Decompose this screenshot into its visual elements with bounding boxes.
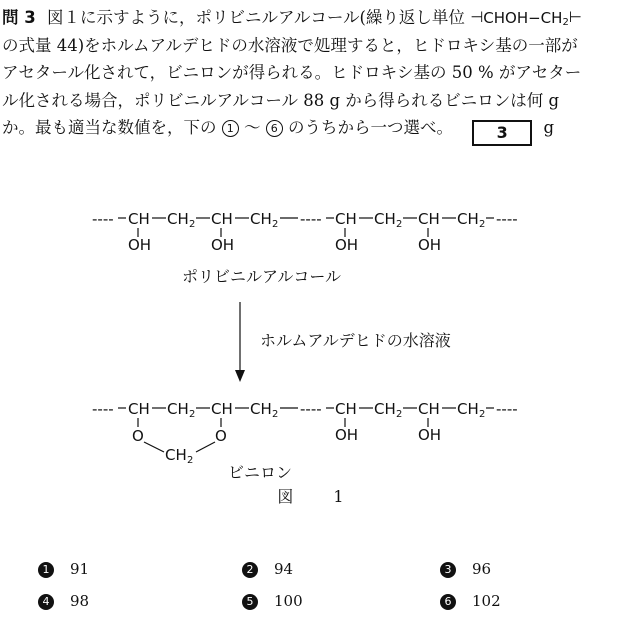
range-start-number: 1 — [222, 120, 239, 137]
pva-ch-3: CH — [335, 210, 357, 228]
svg-text:2: 2 — [479, 219, 486, 230]
pva-chain — [92, 210, 518, 254]
svg-text:CH: CH — [374, 400, 396, 418]
pva-ch-2: CH — [211, 210, 233, 228]
reagent-label: ホルムアルデヒドの水溶液 — [260, 331, 451, 350]
svg-text:----: ---- — [496, 210, 518, 228]
svg-text:CH: CH — [250, 400, 272, 418]
svg-text:----: ---- — [300, 400, 322, 418]
svg-text:----: ---- — [92, 400, 114, 418]
acetal-o-1: O — [132, 427, 144, 445]
acetal-ch2: CH — [165, 446, 187, 464]
svg-text:OH: OH — [418, 236, 442, 254]
svg-text:OH: OH — [211, 236, 235, 254]
vinylon-chain — [92, 400, 518, 466]
svg-text:CH: CH — [457, 210, 479, 228]
figure-caption: 図 1 — [277, 487, 356, 506]
svg-text:CH: CH — [167, 400, 189, 418]
arrow-head-icon — [235, 370, 245, 382]
svg-text:2: 2 — [396, 219, 403, 230]
choice-4[interactable]: 4 98 — [38, 592, 89, 610]
svg-text:CH: CH — [167, 210, 189, 228]
question-line-5 — [2, 114, 630, 142]
svg-text:OH: OH — [335, 236, 359, 254]
acetal-o-2: O — [215, 427, 227, 445]
question-number: 問 3 — [2, 8, 36, 27]
pva-ch-1: CH — [128, 210, 150, 228]
question-line-3: アセタール化されて，ビニロンが得られる。ヒドロキシ基の 50 % がアセター — [2, 63, 582, 82]
svg-text:2: 2 — [187, 455, 194, 466]
question-text-5b: のうちから一つ選べ。 — [288, 118, 453, 137]
svg-text:CH: CH — [250, 210, 272, 228]
pva-label: ポリビニルアルコール — [182, 267, 342, 286]
range-end-number: 6 — [266, 120, 283, 137]
svg-text:2: 2 — [272, 409, 279, 420]
choice-5[interactable]: 5 100 — [242, 592, 303, 610]
svg-text:OH: OH — [418, 426, 442, 444]
svg-text:2: 2 — [479, 409, 486, 420]
vinylon-ch-1: CH — [128, 400, 150, 418]
choice-6[interactable]: 6 102 — [440, 592, 501, 610]
repeat-unit: $⊣CHOH-CH_2⊢$ — [470, 8, 582, 28]
vinylon-ch-2: CH — [211, 400, 233, 418]
question-line-2: の式量 44)をホルムアルデヒドの水溶液で処理すると，ヒドロキシ基の一部が — [2, 35, 578, 55]
choice-2[interactable]: 2 94 — [242, 560, 293, 578]
pva-ch-4: CH — [418, 210, 440, 228]
choice-3[interactable]: 3 96 — [440, 560, 491, 578]
question-line-1 — [2, 4, 630, 32]
svg-text:----: ---- — [300, 210, 322, 228]
vinylon-ch-3: CH — [335, 400, 357, 418]
question-text-5a: か。最も適当な数値を，下の — [2, 118, 217, 137]
svg-text:OH: OH — [128, 236, 152, 254]
figure-1-structures — [0, 190, 633, 480]
svg-text:2: 2 — [396, 409, 403, 420]
svg-text:OH: OH — [335, 426, 359, 444]
question-block — [2, 4, 630, 142]
question-text-1: 図１に示すように，ポリビニルアルコール(繰り返し単位 — [46, 8, 465, 27]
svg-text:----: ---- — [496, 400, 518, 418]
vinylon-label: ビニロン — [228, 463, 293, 482]
vinylon-ch-4: CH — [418, 400, 440, 418]
svg-text:CH: CH — [457, 400, 479, 418]
question-line-4: ル化される場合，ポリビニルアルコール 88 g から得られるビニロンは何 g — [2, 90, 560, 110]
svg-text:2: 2 — [189, 219, 196, 230]
svg-text:2: 2 — [189, 409, 196, 420]
choice-1[interactable]: 1 91 — [38, 560, 89, 578]
svg-text:2: 2 — [272, 219, 279, 230]
answer-unit: g — [543, 118, 555, 137]
answer-box[interactable]: 3 — [472, 120, 532, 146]
svg-text:CH: CH — [374, 210, 396, 228]
range-separator: ～ — [244, 118, 261, 137]
svg-text:----: ---- — [92, 210, 114, 228]
